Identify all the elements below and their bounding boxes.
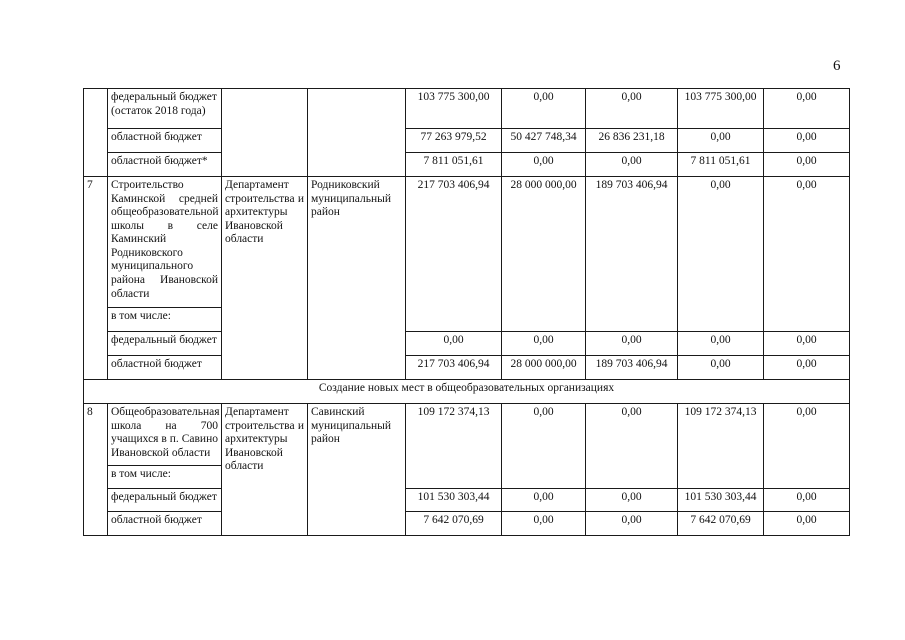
value-cell: 0,00 xyxy=(502,489,586,512)
value-cell: 0,00 xyxy=(586,404,678,489)
page-number: 6 xyxy=(833,58,841,74)
value-cell: 26 836 231,18 xyxy=(586,129,678,153)
value-cell: 0,00 xyxy=(502,512,586,536)
value-cell: 0,00 xyxy=(764,404,850,489)
table-row xyxy=(84,153,850,177)
value-cell: 103 775 300,00 xyxy=(678,89,764,129)
value-cell: 0,00 xyxy=(586,489,678,512)
value-cell: 0,00 xyxy=(764,177,850,332)
value-cell: 28 000 000,00 xyxy=(502,356,586,380)
table-row xyxy=(84,380,850,404)
value-cell: 109 172 374,13 xyxy=(406,404,502,489)
value-cell: 101 530 303,44 xyxy=(406,489,502,512)
value-cell: 217 703 406,94 xyxy=(406,356,502,380)
value-cell: 0,00 xyxy=(586,512,678,536)
value-cell: 7 811 051,61 xyxy=(678,153,764,177)
table-row xyxy=(84,356,850,380)
value-cell: 0,00 xyxy=(764,512,850,536)
value-cell: 0,00 xyxy=(406,332,502,356)
value-cell: 0,00 xyxy=(586,332,678,356)
value-cell: 103 775 300,00 xyxy=(406,89,502,129)
object-name: Строительство Каминской средней общеобразовательной школы в селе Каминский Родниковского муниципального района Ивановской области xyxy=(108,177,222,308)
object-name: Общеобразовательная школа на 700 учащихся в п. Савино Ивановской области xyxy=(108,404,222,466)
row-number: 8 xyxy=(84,404,108,536)
budget-label: федеральный бюджет (остаток 2018 года) xyxy=(108,89,222,129)
value-cell: 7 811 051,61 xyxy=(406,153,502,177)
value-cell: 0,00 xyxy=(678,129,764,153)
value-cell: 0,00 xyxy=(502,89,586,129)
value-cell: 77 263 979,52 xyxy=(406,129,502,153)
budget-label: федеральный бюджет xyxy=(108,489,222,512)
including-label: в том числе: xyxy=(108,308,222,332)
district-name: Савинский муниципальный район xyxy=(308,404,406,536)
budget-label: областной бюджет xyxy=(108,129,222,153)
value-cell: 0,00 xyxy=(764,89,850,129)
executor-name: Департамент строительства и архитектуры Ивановской области xyxy=(222,404,308,536)
table-row xyxy=(84,89,850,129)
value-cell: 0,00 xyxy=(678,356,764,380)
table-row xyxy=(84,332,850,356)
value-cell: 0,00 xyxy=(502,332,586,356)
value-cell: 189 703 406,94 xyxy=(586,356,678,380)
value-cell: 0,00 xyxy=(678,332,764,356)
section-title: Создание новых мест в общеобразовательных организациях xyxy=(84,380,850,404)
value-cell: 189 703 406,94 xyxy=(586,177,678,332)
value-cell: 0,00 xyxy=(586,89,678,129)
value-cell: 28 000 000,00 xyxy=(502,177,586,332)
table-row xyxy=(84,129,850,153)
value-cell: 217 703 406,94 xyxy=(406,177,502,332)
value-cell: 7 642 070,69 xyxy=(406,512,502,536)
value-cell: 0,00 xyxy=(586,153,678,177)
value-cell: 7 642 070,69 xyxy=(678,512,764,536)
number-cell xyxy=(84,89,108,177)
row-number: 7 xyxy=(84,177,108,380)
value-cell: 0,00 xyxy=(764,489,850,512)
value-cell: 0,00 xyxy=(764,332,850,356)
budget-table xyxy=(83,88,850,536)
budget-label: областной бюджет xyxy=(108,356,222,380)
value-cell: 0,00 xyxy=(764,129,850,153)
budget-label: областной бюджет* xyxy=(108,153,222,177)
district-name: Родниковский муниципальный район xyxy=(308,177,406,380)
budget-label: областной бюджет xyxy=(108,512,222,536)
value-cell: 0,00 xyxy=(678,177,764,332)
value-cell: 101 530 303,44 xyxy=(678,489,764,512)
value-cell: 0,00 xyxy=(502,404,586,489)
district-cell xyxy=(308,89,406,177)
table-row xyxy=(84,404,850,466)
value-cell: 0,00 xyxy=(502,153,586,177)
table-row xyxy=(84,512,850,536)
value-cell: 109 172 374,13 xyxy=(678,404,764,489)
value-cell: 50 427 748,34 xyxy=(502,129,586,153)
budget-label: федеральный бюджет xyxy=(108,332,222,356)
value-cell: 0,00 xyxy=(764,356,850,380)
including-label: в том числе: xyxy=(108,466,222,489)
executor-name: Департамент строительства и архитектуры Ивановской области xyxy=(222,177,308,380)
executor-cell xyxy=(222,89,308,177)
table-row xyxy=(84,177,850,308)
value-cell: 0,00 xyxy=(764,153,850,177)
table-row xyxy=(84,489,850,512)
